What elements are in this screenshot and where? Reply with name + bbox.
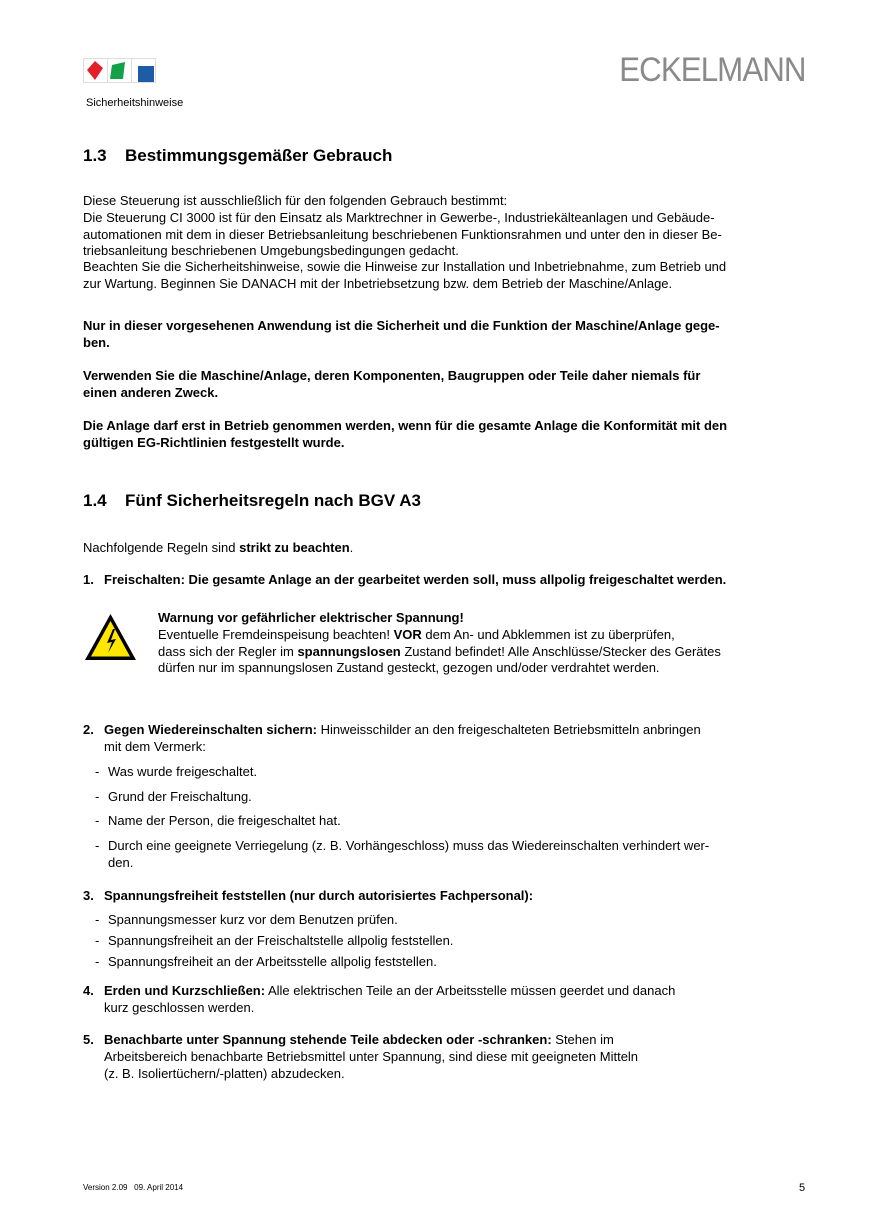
dash: - — [95, 789, 100, 804]
rule-4 — [104, 983, 675, 1017]
rule-2 — [104, 722, 701, 756]
text-line — [104, 1032, 638, 1049]
dash: - — [95, 954, 100, 969]
text-line — [108, 838, 709, 855]
text-line — [83, 385, 700, 402]
heading-title: Bestimmungsgemäßer Gebrauch — [125, 146, 393, 165]
text-line — [83, 368, 700, 385]
bold-text: strikt zu beachten — [239, 540, 350, 555]
logo-squares-icon — [83, 58, 156, 83]
text-line — [83, 335, 720, 352]
text: . — [349, 540, 354, 555]
text: Alle elektrischen Teile an der Arbeitsstelle müssen geerdet und danach — [265, 983, 676, 998]
paragraph-usage — [83, 193, 722, 260]
text: dürfen nur im spannungslosen Zustand gesteckt, gezogen und/oder verdrahtet werden. — [158, 660, 660, 676]
section-header: Sicherheitshinweise — [86, 97, 184, 109]
text: Hinweisschilder an den freigeschalteten Betriebsmitteln anbringen — [317, 722, 701, 737]
list-item — [108, 789, 252, 806]
brand-name: ECKELMANN — [619, 51, 806, 89]
list-item — [108, 954, 437, 971]
rule-number: 2. — [83, 722, 94, 737]
text-line — [158, 660, 721, 677]
text-line — [104, 572, 726, 589]
text: Nachfolgende Regeln sind — [83, 540, 240, 555]
text-line — [108, 954, 437, 971]
list-item — [108, 933, 453, 950]
text-line — [83, 418, 727, 435]
rule-5 — [104, 1032, 638, 1082]
bold-text: einen anderen Zweck. — [83, 384, 219, 400]
text: triebsanleitung beschriebenen Umgebungsbedingungen gedacht. — [83, 243, 459, 259]
bold-text: Die Anlage darf erst in Betrieb genommen werden, wenn für die gesamte Anlage die Konformität mit den — [83, 418, 728, 433]
text-line — [158, 644, 721, 661]
text-line — [104, 739, 701, 756]
heading-number: 1.3 — [83, 146, 107, 165]
text: kurz geschlossen werden. — [104, 999, 255, 1015]
rule-3 — [104, 888, 533, 905]
bold-text: Nur in dieser vorgesehenen Anwendung ist die Sicherheit und die Funktion der Maschine/Anlage gege- — [83, 318, 720, 333]
text-line — [83, 227, 722, 244]
paragraph-no-other-use — [83, 368, 700, 402]
text-line — [83, 259, 726, 276]
text-line — [83, 210, 722, 227]
text-line — [83, 435, 727, 452]
rule-1 — [104, 572, 726, 589]
paragraph-notes — [83, 259, 726, 293]
rule-number: 5. — [83, 1032, 94, 1047]
text-line — [104, 1000, 675, 1017]
bold-text: spannungslosen — [297, 643, 401, 659]
text: Was wurde freigeschaltet. — [108, 764, 258, 779]
bold-text: Gegen Wiedereinschalten sichern: — [104, 722, 318, 737]
text-line — [108, 813, 341, 830]
text-line — [83, 193, 722, 210]
text-line — [158, 627, 721, 644]
dash: - — [95, 933, 100, 948]
paragraph-safety-intended — [83, 318, 720, 352]
dash: - — [95, 912, 100, 927]
text: Spannungsmesser kurz vor dem Benutzen prüfen. — [108, 912, 398, 927]
bold-text: Warnung vor gefährlicher elektrischer Spannung! — [158, 610, 464, 625]
rule-number: 3. — [83, 888, 94, 903]
text: Arbeitsbereich benachbarte Betriebsmittel unter Spannung, sind diese mit geeigneten Mitteln — [104, 1048, 639, 1064]
text: Stehen im — [551, 1032, 614, 1047]
text: Spannungsfreiheit an der Freischaltstelle allpolig feststellen. — [108, 933, 454, 948]
text-line — [108, 912, 398, 929]
list-item — [108, 813, 341, 830]
dash: - — [95, 838, 100, 853]
text-line — [104, 888, 533, 905]
text: Beachten Sie die Sicherheitshinweise, sowie die Hinweise zur Installation und Inbetriebnahme, zum Betrieb und — [83, 259, 727, 274]
warning-text — [158, 610, 721, 677]
text-line — [104, 1066, 638, 1083]
text: dem An- und Abklemmen ist zu überprüfen, — [421, 626, 675, 642]
text-line — [108, 789, 252, 806]
text-line — [108, 933, 453, 950]
page-number: 5 — [799, 1182, 806, 1194]
text: den. — [108, 854, 134, 870]
text: Grund der Freischaltung. — [108, 789, 252, 804]
text-line — [83, 243, 722, 260]
text: dass sich der Regler im — [158, 643, 298, 659]
text: Diese Steuerung ist ausschließlich für den folgenden Gebrauch bestimmt: — [83, 193, 508, 208]
bold-text: Spannungsfreiheit feststellen (nur durch autorisiertes Fachpersonal): — [104, 888, 534, 903]
text: Die Steuerung CI 3000 ist für den Einsatz als Marktrechner in Gewerbe-, Industriekälteanlagen und Gebäude- — [83, 209, 715, 225]
text: automationen mit dem in dieser Betriebsanleitung beschriebenen Funktionsrahmen und unter den in dieser Be- — [83, 226, 722, 242]
text: Spannungsfreiheit an der Arbeitsstelle allpolig feststellen. — [108, 954, 437, 969]
text-line — [83, 540, 353, 557]
text: (z. B. Isoliertüchern/-platten) abzudecken. — [104, 1065, 345, 1081]
list-item — [108, 838, 709, 872]
list-item — [108, 764, 257, 781]
text: mit dem Vermerk: — [104, 738, 206, 754]
text-line — [104, 722, 701, 739]
text: Name der Person, die freigeschaltet hat. — [108, 813, 341, 828]
text-line — [104, 983, 675, 1000]
bold-text: Verwenden Sie die Maschine/Anlage, deren Komponenten, Baugruppen oder Teile daher niemals für — [83, 368, 701, 383]
bold-text: Freischalten: Die gesamte Anlage an der gearbeitet werden soll, muss allpolig freigeschaltet werden. — [104, 572, 727, 587]
text: Durch eine geeignete Verriegelung (z. B. Vorhängeschloss) muss das Wiedereinschalten verhindert wer- — [108, 838, 710, 853]
text-line — [108, 855, 709, 872]
text-line — [83, 276, 726, 293]
text: Eventuelle Fremdeinspeisung beachten! — [158, 626, 394, 642]
bold-text: Erden und Kurzschließen: — [104, 983, 266, 998]
rules-intro — [83, 540, 353, 557]
bold-text: VOR — [393, 626, 422, 642]
bold-text: Benachbarte unter Spannung stehende Teile abdecken oder -schranken: — [104, 1032, 552, 1047]
heading-title: Fünf Sicherheitsregeln nach BGV A3 — [125, 491, 421, 510]
rule-number: 1. — [83, 572, 94, 587]
dash: - — [95, 813, 100, 828]
text-line — [108, 764, 257, 781]
bold-text: gültigen EG-Richtlinien festgestellt wurde. — [83, 434, 345, 450]
text-line — [83, 318, 720, 335]
text: zur Wartung. Beginnen Sie DANACH mit der Inbetriebsetzung bzw. dem Betrieb der Maschine/Anlage. — [83, 275, 673, 291]
dash: - — [95, 764, 100, 779]
text-line — [104, 1049, 638, 1066]
rule-number: 4. — [83, 983, 94, 998]
footer-version: Version 2.09 09. April 2014 — [83, 1183, 184, 1192]
paragraph-conformity — [83, 418, 727, 452]
bold-text: ben. — [83, 334, 110, 350]
text: Zustand befindet! Alle Anschlüsse/Stecker des Gerätes — [400, 643, 721, 659]
company-logo-mark — [83, 58, 156, 83]
heading-number: 1.4 — [83, 491, 107, 510]
list-item — [108, 912, 398, 929]
text-line — [158, 610, 721, 627]
high-voltage-warning-icon — [83, 612, 138, 667]
